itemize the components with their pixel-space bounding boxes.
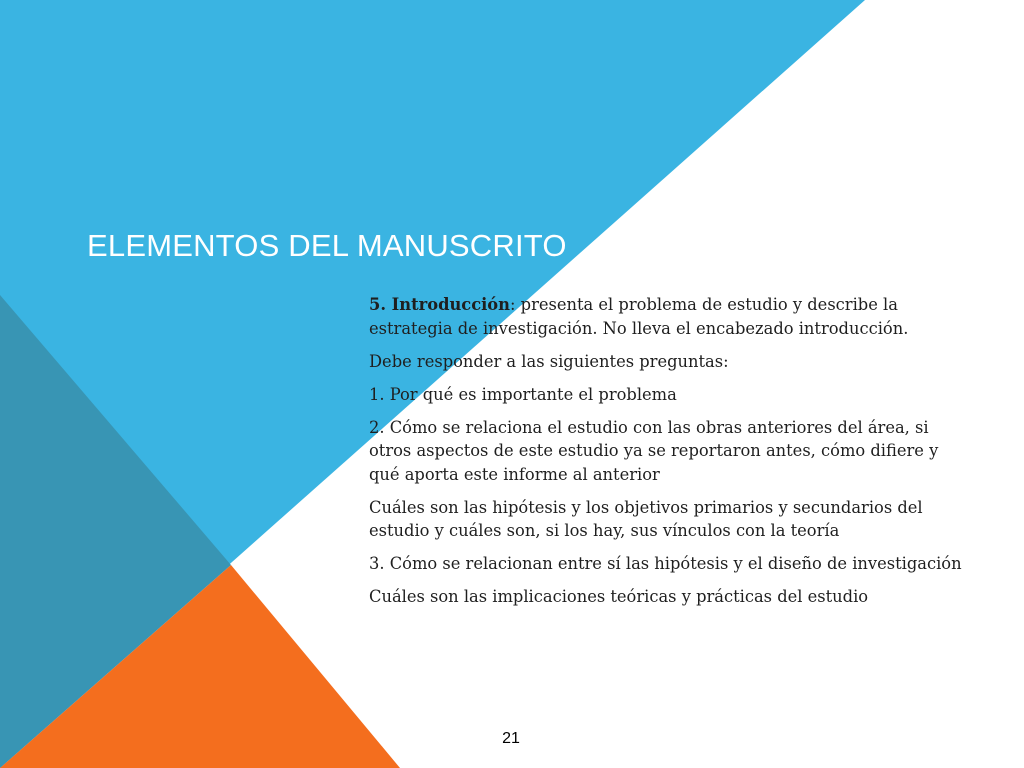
question-item: 1. Por qué es importante el problema <box>369 384 677 404</box>
body-paragraph: Cuáles son las hipótesis y los objetivos primarios y secundarios del estudio y cuáles son, si los hay, sus vínculos con la teoría <box>369 497 923 540</box>
slide-body <box>369 293 969 618</box>
body-paragraph: Debe responder a las siguientes preguntas: <box>369 351 729 371</box>
intro-paragraph <box>369 293 969 340</box>
page-number: 21 <box>502 730 520 747</box>
question-item: 3. Cómo se relacionan entre sí las hipótesis y el diseño de investigación <box>369 554 962 573</box>
slide-title: ELEMENTOS DEL MANUSCRITO <box>87 228 567 263</box>
body-paragraph: Cuáles son las implicaciones teóricas y prácticas del estudio <box>369 587 869 606</box>
intro-text: : presenta el problema de estudio y describe la estrategia de investigación. No lleva el encabezado introducción. <box>369 295 909 338</box>
intro-heading: 5. Introducción <box>369 295 511 314</box>
question-item: 2. Cómo se relaciona el estudio con las obras anteriores del área, si otros aspectos de este estudio ya se reportaron antes, cómo difiere y qué aporta este informe al anterior <box>369 417 939 484</box>
